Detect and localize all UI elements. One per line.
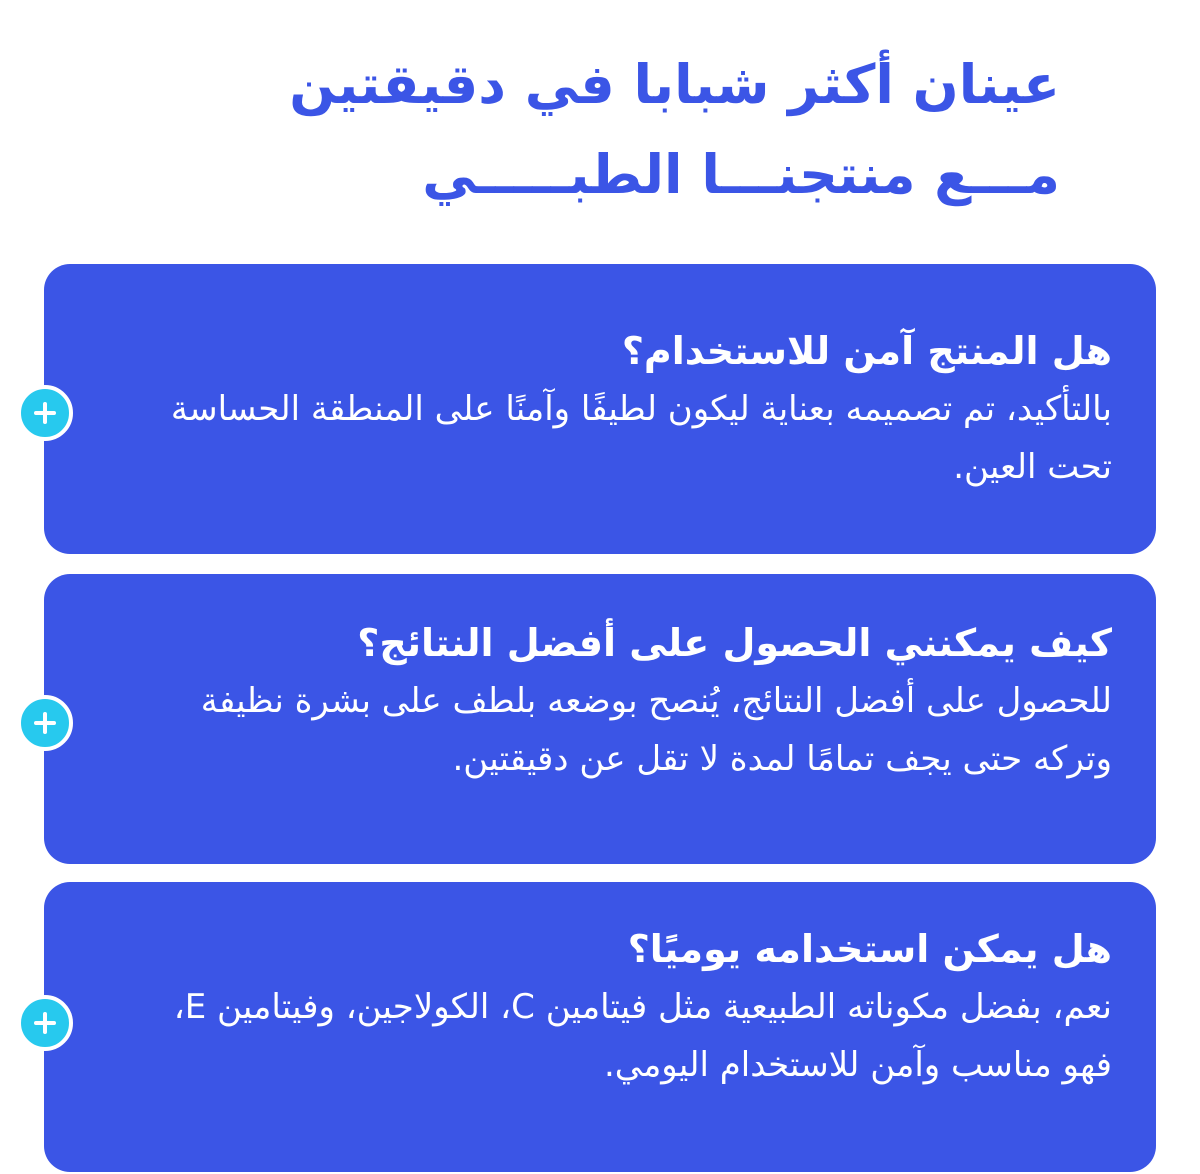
faq-question: كيف يمكنني الحصول على أفضل النتائج؟ (357, 621, 1112, 665)
faq-question: هل المنتج آمن للاستخدام؟ (621, 329, 1112, 373)
plus-icon[interactable] (17, 695, 73, 751)
page-title (100, 40, 1060, 220)
plus-icon[interactable] (17, 995, 73, 1051)
faq-answer: للحصول على أفضل النتائج، يُنصح بوضعه بلطف على بشرة نظيفة وتركه حتى يجف تمامًا لمدة لا تقل عن دقيقتين. (200, 681, 1112, 779)
plus-icon[interactable] (17, 385, 73, 441)
page-title-line-2: مـــع منتجنـــا الطبـــــي (422, 143, 1060, 206)
faq-item-daily-use[interactable] (44, 882, 1156, 1172)
faq-item-best-results[interactable] (44, 574, 1156, 864)
faq-answer: نعم، بفضل مكوناته الطبيعية مثل فيتامين C، الكولاجين، وفيتامين E، فهو مناسب وآمن للاستخدام اليومي. (173, 987, 1112, 1085)
faq-question: هل يمكن استخدامه يوميًا؟ (627, 927, 1112, 971)
faq-item-product-safety[interactable] (44, 264, 1156, 554)
page-title-line-1: عينان أكثر شبابا في دقيقتين (289, 53, 1060, 116)
faq-answer: بالتأكيد، تم تصميمه بعناية ليكون لطيفًا وآمنًا على المنطقة الحساسة تحت العين. (170, 389, 1112, 487)
